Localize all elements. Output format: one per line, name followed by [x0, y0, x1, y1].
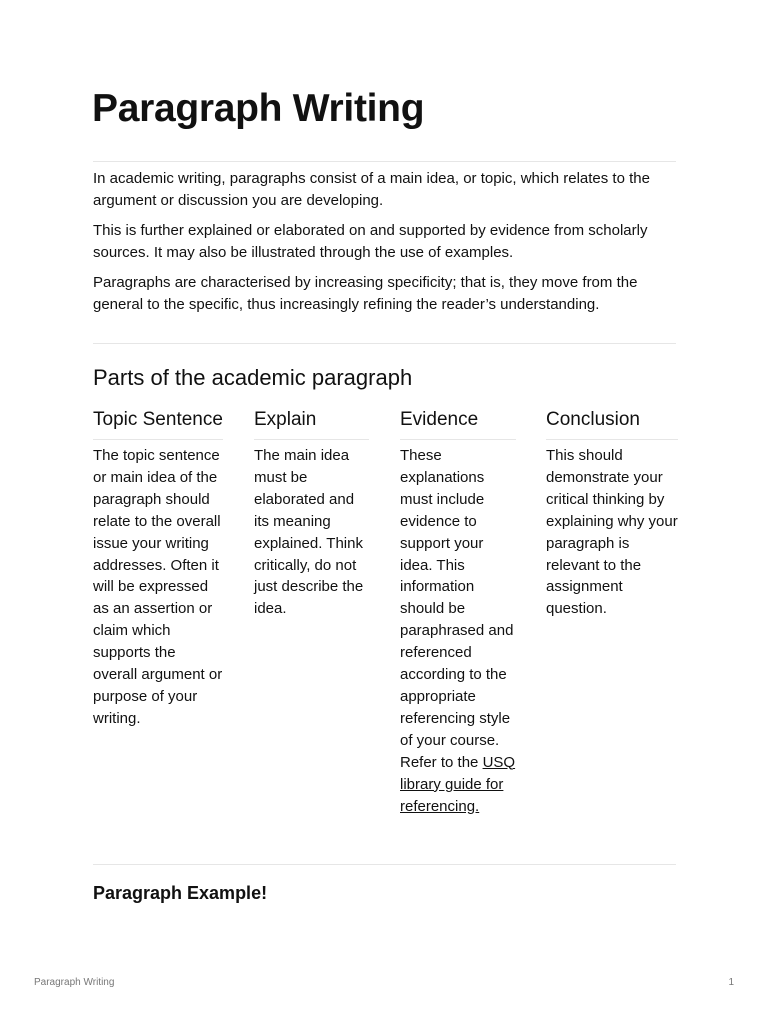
- column-text-topic-sentence: The topic sentence or main idea of the paragraph should relate to the overall issue your writing addresses. Often it will be expressed as an assertion or claim which supports the overall argument or purpose of your writing.: [93, 447, 223, 727]
- column-text-explain: The main idea must be elaborated and its meaning explained. Think critically, do not just describe the idea.: [254, 447, 364, 618]
- intro-paragraph-3: Paragraphs are characterised by increasing specificity; that is, they move from the general to the specific, thus increasingly refining the reader’s understanding.: [93, 274, 638, 313]
- intro-paragraph-2: This is further explained or elaborated on and supported by evidence from scholarly sources. It may also be illustrated through the use of examples.: [93, 222, 648, 261]
- divider: [93, 343, 676, 344]
- column-heading-topic-sentence: Topic Sentence: [93, 409, 223, 430]
- intro-paragraph-1: In academic writing, paragraphs consist of a main idea, or topic, which relates to the argument or discussion you are developing.: [93, 170, 650, 209]
- column-evidence: [400, 409, 516, 817]
- example-heading: Paragraph Example!: [93, 883, 268, 903]
- column-heading-conclusion: Conclusion: [546, 409, 640, 430]
- column-divider: [93, 439, 223, 440]
- intro-section: [93, 168, 678, 324]
- column-text-evidence: [400, 445, 516, 817]
- usq-library-guide-link[interactable]: USQ library guide for referencing.: [400, 753, 516, 815]
- page-title: Paragraph Writing: [92, 87, 425, 130]
- parts-heading: Parts of the academic paragraph: [93, 365, 413, 390]
- divider: [93, 864, 676, 865]
- column-conclusion: [546, 409, 678, 620]
- footer-doc-title: Paragraph Writing: [34, 977, 115, 988]
- column-divider: [254, 439, 369, 440]
- column-heading-explain: Explain: [254, 409, 317, 430]
- divider: [93, 161, 676, 162]
- column-topic-sentence: [93, 409, 223, 730]
- column-heading-evidence: Evidence: [400, 409, 479, 430]
- evidence-text: These explanations must include evidence to support your idea. This information should be paraphrased and referenced according to the appropriate referencing style of your course. Refer to the: [400, 447, 514, 771]
- column-divider: [546, 439, 678, 440]
- column-divider: [400, 439, 516, 440]
- footer-page-number: 1: [728, 977, 734, 988]
- column-explain: [254, 409, 369, 620]
- column-text-conclusion: This should demonstrate your critical thinking by explaining why your paragraph is relevant to the assignment question.: [546, 447, 678, 618]
